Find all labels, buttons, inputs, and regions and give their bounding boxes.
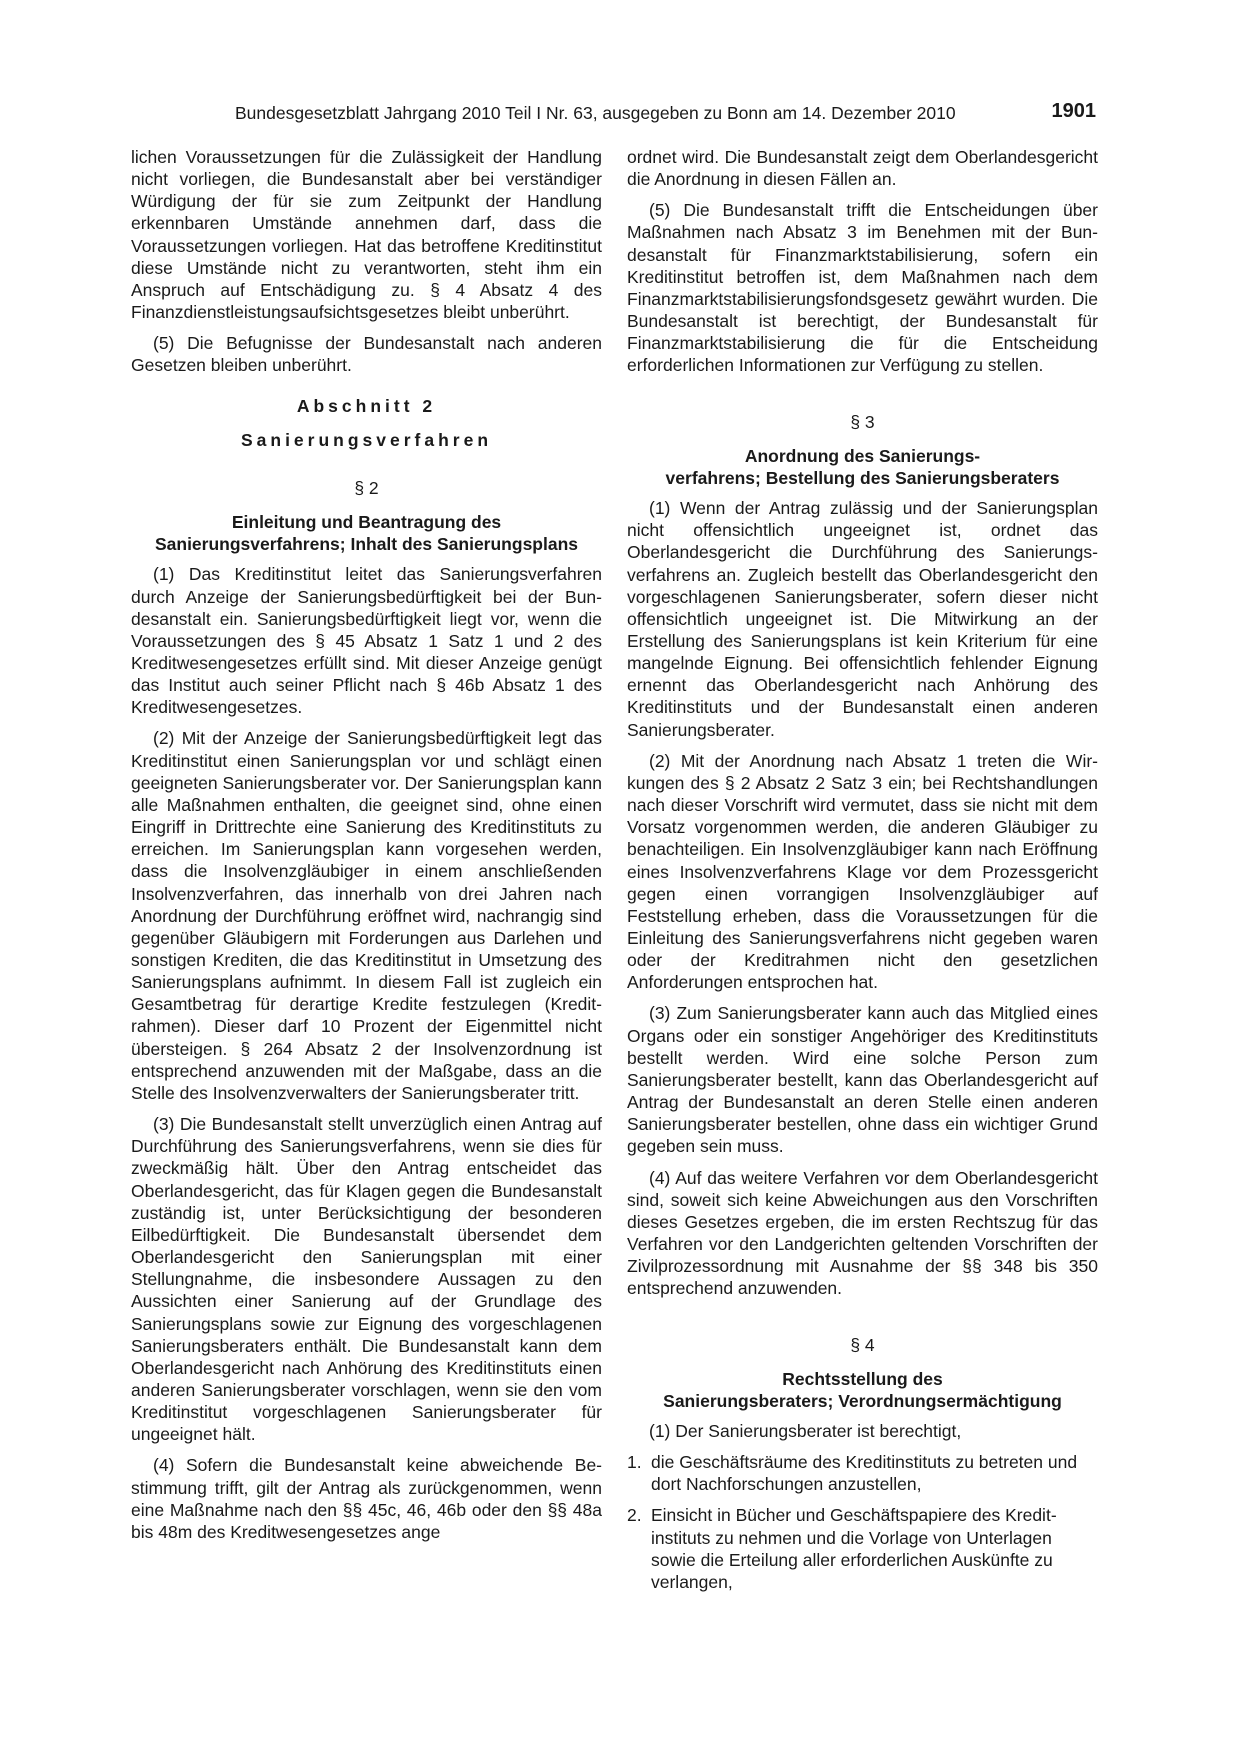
section-2-paragraph-2: (2) Mit der Anzeige der Sanierungsbedürftigkeit legt das Kreditinstitut einen Sanierungsplan vor und schlägt einen geeigneten Sanierungsberater vor. Der Sanierungsplan kann alle Maßnahmen enthalten, die geeignet sind, ohne einen Eingriff in Drittrechte eine Sanierung des Kreditinstituts zu erreichen. Im Sanierungsplan kann vorgesehen werden, dass die Insolvenzgläubiger in einem anschließenden Insolvenzverfahren, das innerhalb von drei Jahren nach Anordnung der Durchführung eröffnet wird, nachrangig sind gegenüber Gläubigern mit Forderungen aus Darlehen und sonstigen Krediten, die das Kreditinstitut in Umsetzung des Sanierungsplans aufnimmt. In diesem Fall ist zugleich ein Gesamtbetrag für derartige Kredite festzulegen (Kreditrahmen). Dieser darf 10 Prozent der Eigenmittel nicht übersteigen. § 264 Absatz 2 der Insolvenzordnung ist entsprechend anzuwenden mit der Maßgabe, dass an die Stelle des Insolvenzverwalters der Sanierungsberater tritt. [131, 728, 602, 1103]
section-4-title-line2: Sanierungsberaters; Verordnungsermächtigung [663, 1390, 1062, 1411]
section-2-sign: § 2 [354, 477, 379, 498]
section-2-paragraph-4: (4) Sofern die Bundesanstalt keine abweichende Bestimmung trifft, gilt der Antrag als zurückgenommen, wenn eine Maßnahme nach den §§ 45c, 46, 46b oder den §§ 48a bis 48m des Kreditwesengesetzes ange [131, 1455, 602, 1542]
continued-paragraph: lichen Voraussetzungen für die Zulässigkeit der Handlung nicht vorliegen, die Bundesanstalt aber bei verständiger Würdigung der für sie zum Zeitpunkt der Handlung erkennbaren Umstände annehmen darf, dass die Voraussetzungen vorliegen. Hat das betroffene Kreditinstitut diese Umstände nicht zu verantworten, steht ihm ein Anspruch auf Entschädigung zu. § 4 Absatz 4 des Finanzdienstleistungsaufsichtsgesetzes bleibt unberührt. [131, 147, 602, 323]
paragraph-1-5: (5) Die Befugnisse der Bundesanstalt nach anderen Gesetzen bleiben unberührt. [131, 333, 602, 376]
list-item [627, 1504, 1098, 1593]
section-4-paragraph-1: (1) Der Sanierungsberater ist berechtigt, [649, 1420, 962, 1441]
section-4-sign: § 4 [850, 1334, 875, 1355]
section-2-paragraph-1: (1) Das Kreditinstitut leitet das Sanierungsverfahren durch Anzeige der Sanierungsbedürftigkeit bei der Bundesanstalt ein. Sanierungsbedürftigkeit liegt vor, wenn die Voraussetzungen des § 45 Absatz 1 Satz 1 und 2 des Kreditwesengesetzes erfüllt sind. Mit dieser Anzeige genügt das Institut auch seiner Pflicht nach § 46b Absatz 1 des Kreditwesengesetzes. [131, 564, 602, 718]
page-header [131, 100, 1096, 126]
section-3-paragraph-2: (2) Mit der Anordnung nach Absatz 1 treten die Wirkungen des § 2 Absatz 2 Satz 3 ein; bei Rechtshandlungen nach dieser Vorschrift wird vermutet, dass sie nicht mit dem Vorsatz vorgenommen werden, die anderen Gläubiger zu benachteiligen. Ein Insolvenzgläubiger kann nach Eröffnung eines Insolvenzverfahrens Klage vor dem Prozessgericht gegen einen vorrangigen Insolvenzgläubiger auf Feststellung erheben, dass die Voraussetzungen für die Einleitung des Sanierungsverfahrens nicht gegeben waren oder der Kreditrahmen nicht den gesetzlichen Anforderungen entsprochen hat. [627, 750, 1098, 993]
section-3-paragraph-3: (3) Zum Sanierungsberater kann auch das Mitglied eines Organs oder ein sonstiger Angehöriger des Kreditinstituts bestellt werden. Wird eine solche Person zum Sanierungsberater bestellt, kann das Oberlandesgericht auf Antrag der Bundesanstalt an deren Stelle einen anderen Sanierungsberater bestellen, ohne dass ein wichtiger Grund gegeben sein muss. [627, 1003, 1098, 1157]
section-3-title-line2: verfahrens; Bestellung des Sanierungsberaters [665, 467, 1060, 488]
section-3-paragraph-4: (4) Auf das weitere Verfahren vor dem Oberlandesgericht sind, soweit sich keine Abweichungen aus den Vorschriften dieses Gesetzes ergeben, die im ersten Rechtszug für das Verfahren vor den Landgerichten geltenden Vorschriften der Zivilprozessordnung mit Ausnahme der §§ 348 bis 350 entsprechend anzuwenden. [627, 1167, 1098, 1299]
list-item-number: 1. [627, 1452, 642, 1473]
section-label: Abschnitt 2 [296, 395, 437, 416]
running-title: Bundesgesetzblatt Jahrgang 2010 Teil I Nr. 63, ausgegeben zu Bonn am 14. Dezember 2010 [235, 103, 956, 123]
section-3-title [627, 445, 1098, 489]
left-column [131, 146, 602, 1552]
section-4-title [627, 1368, 1098, 1412]
list-item-text: Einsicht in Bücher und Geschäftspapiere des Kreditinstituts zu nehmen und die Vorlage von Unterlagen sowie die Erteilung aller erforderlichen Auskünfte zu verlangen, [651, 1505, 1057, 1592]
list-item [627, 1451, 1098, 1495]
section-2-paragraph-5: (5) Die Bundesanstalt trifft die Entscheidungen über Maßnahmen nach Absatz 3 im Benehmen mit der Bundesanstalt für Finanzmarktstabilisierung, sofern ein Kreditinstitut betroffen ist, dem Maßnahmen nach dem Finanzmarktstabilisierungsfondsgesetz gewährt wurden. Die Bundesanstalt ist berechtigt, der Bundesanstalt für Finanzmarktstabilisierung die für die Entscheidung erforderlichen Informationen zur Verfügung zu stellen. [627, 200, 1098, 376]
section-4-title-line1: Rechtsstellung des [782, 1368, 943, 1389]
section-2-title [131, 511, 602, 555]
continued-paragraph-right: ordnet wird. Die Bundesanstalt zeigt dem Oberlandesgericht die Anordnung in diesen Fällen an. [627, 147, 1098, 190]
page-number: 1901 [1051, 100, 1096, 122]
right-column [627, 146, 1098, 1602]
list-item-text: die Geschäftsräume des Kreditinstituts zu betreten und dort Nachforschungen anzustellen, [651, 1452, 1078, 1495]
section-2-title-line2: Sanierungsverfahrens; Inhalt des Sanierungsplans [154, 534, 579, 555]
section-2-title-line1: Einleitung und Beantragung des [231, 512, 502, 533]
section-2-paragraph-3: (3) Die Bundesanstalt stellt unverzüglich einen Antrag auf Durchführung des Sanierungsverfahrens, wenn sie dies für zweckmäßig hält. Über den Antrag entscheidet das Oberlandesgericht, das für Klagen gegen die Bundesanstalt zuständig ist, unter Berücksichtigung der besonderen Eilbedürftigkeit. Die Bundesanstalt übersendet dem Oberlandesgericht den Sanierungsplan mit einer Stellungnahme, die insbesondere Aussagen zu den Aussichten einer Sanierung auf der Grundlage des Sanierungsplans sowie zur Eignung des vorgeschlagenen Sanierungsberaters enthält. Die Bundesanstalt kann dem Oberlandesgericht nach Anhörung des Kreditinstituts einen anderen Sanierungsberater vorschlagen, wenn sie den vom Kreditinstitut vorgeschlagenen Sanierungsberater für ungeeignet hält. [131, 1114, 602, 1445]
list-item-number: 2. [627, 1505, 642, 1526]
section-3-title-line1: Anordnung des Sanierungs- [744, 445, 981, 466]
section-3-sign: § 3 [850, 411, 875, 432]
section-3-paragraph-1: (1) Wenn der Antrag zulässig und der Sanierungsplan nicht offensichtlich ungeeignet ist, ordnet das Oberlandesgericht die Durchführung des Sanierungsverfahrens an. Zugleich bestellt das Oberlandesgericht den vorgeschlagenen Sanierungsberater, sofern dieser nicht offensichtlich ungeeignet ist. Die Mitwirkung an der Erstellung des Sanierungsplans ist kein Kriterium für eine mangelnde Eignung. Bei offensichtlich fehlender Eignung ernennt das Oberlandesgericht nach Anhörung des Kreditinstituts und der Bundesanstalt einen anderen Sanierungsberater. [627, 498, 1098, 740]
section-title: Sanierungsverfahren [240, 429, 493, 450]
